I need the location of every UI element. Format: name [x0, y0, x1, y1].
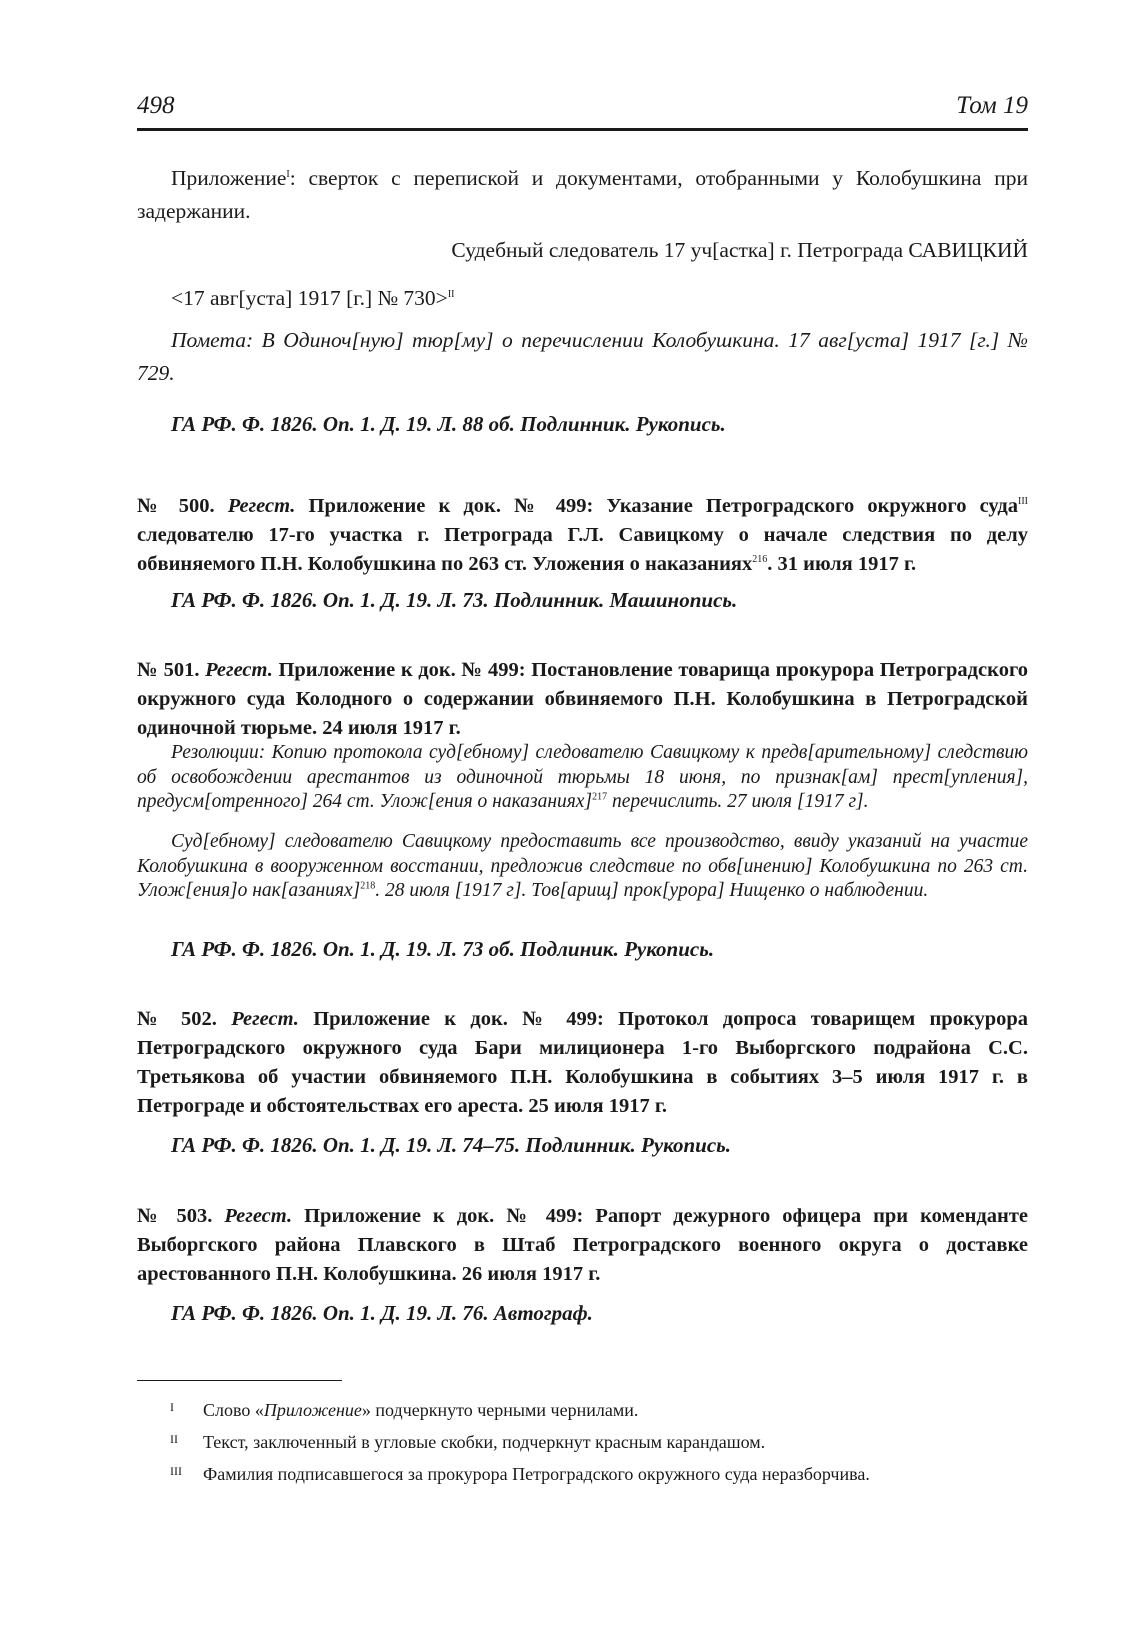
entry-number: № 503.: [137, 1205, 213, 1227]
appendix-paragraph: Приложение$^I$: сверток с перепиской и документами, отобранными у Колобушкина при задержании.: [137, 166, 1028, 223]
footnote-ref: I: [286, 168, 290, 180]
regest-label: Регест.: [205, 659, 273, 681]
volume-label: Том 19: [956, 92, 1028, 119]
footnote-mark: I: [170, 1400, 174, 1414]
regest-entry-502: № 502. Регест. Приложение к док. № 499: Протокол допроса товарищем прокурора Петроградского окружного суда Бари милиционера 1-го Выборгского подрайона С.С. Третьякова об участии обвиняемого П.Н. Колобушкина в событиях 3–5 июля 1917 г. в Петрограде и обстоятельствах его ареста. 25 июля 1917 г.: [137, 1008, 1028, 1117]
regest-label: Регест.: [227, 495, 296, 517]
document-page: 498 Том 19 Приложение$^I$: сверток с перепиской и документами, отобранными у Колобушкина при задержании. Судебный следователь 17 уч[астка] г. Петрограда САВИЦКИЙ <17 авг[уста] 1917 [г.] № 730>$^{II}$ Помета: В Одиноч[ную] тюр[му] о перечислении Колобушкина. 17 авг[уста] 1917 [г.] № 729. ГА РФ. Ф. 1826. Оп. 1. Д. 19. Л. 88 об. Подлинник. Рукопись. № 500. Регест. Приложение к док. № 499: Указание Петроградского окружного суда$^{III}$ следователю 17-го участка г. Петрограда Г.Л. Савицкому о начале следствия по делу обвиняемого П.Н. Колобушкина по 263 ст. Уложения о наказаниях$^{216}$. 31 июля 1917 г. ГА РФ. Ф. 1826. Оп. 1. Д. 19. Л. 73. Подлинник. Машинопись. № 501. Регест. Приложение к док. № 499: Постановление товарища прокурора Петроградского окружного суда Колодного о содержании обвиняемого П.Н. Колобушкина в Петроградской одиночной тюрьме. 24 июля 1917 г. Резолюции: Копию протокола суд[ебному] следователю Савицкому к предв[арительному] следствию об освобождении арестантов из одиночной тюрьмы 18 июня, по признак[ам] прест[упления], предусм[отренного] 264 ст. Улож[ения о наказаниях]$^{217}$ перечислить. 27 июля [1917 г]. Суд[ебному] следователю Савицкому предоставить все производство, ввиду указаний на участие Колобушкина в вооруженном восстании, предложив следствие по обв[инению] Колобушкина по 263 ст. Улож[ения]о нак[азаниях]$^{218}$. 28 июля [1917 г]. Тов[арищ] прок[урора] Нищенко о наблюдении. ГА РФ. Ф. 1826. Оп. 1. Д. 19. Л. 73 об. Подлиник. Рукопись. № 502. Регест. Приложение к док. № 499: Протокол допроса товарищем прокурора Петроградского окружного суда Бари милиционера 1-го Выборгского подрайона С.С. Третьякова об участии обвиняемого П.Н. Колобушкина в событиях 3–5 июля 1917 г. в Петрограде и обстоятельствах его ареста. 25 июля 1917 г. ГА РФ. Ф. 1826. Оп. 1. Д. 19. Л. 74–75. Подлинник. Рукопись. № 503. Регест. Приложение к док. № 499: Рапорт дежурного офицера при коменданте Выборгского района Плавского в Штаб Петроградского военного округа о доставке арестованного П.Н. Колобушкина. 26 июля 1917 г. ГА РФ. Ф. 1826. Оп. 1. Д. 19. Л. 76. Автограф. I Слово «Приложение» подчеркнуто черными чернилами. II Текст, заключенный в угловые скобки, подчеркнут красным карандашом. III Фамилия подписавшегося за прокурора Петроградского окружного суда неразборчива.: [0, 0, 1146, 1631]
archive-source: ГА РФ. Ф. 1826. Оп. 1. Д. 19. Л. 74–75. Подлинник. Рукопись.: [171, 1133, 732, 1157]
resolution-2: Суд[ебному] следователю Савицкому предоставить все производство, ввиду указаний на участие Колобушкина в вооруженном восстании, предложив следствие по обв[инению] Колобушкина по 263 ст. Улож[ения]о нак[азаниях]$^{218}$. 28 июля [1917 г]. Тов[арищ] прок[урора] Нищенко о наблюдении.: [137, 831, 1028, 901]
endnote-ref: 216: [752, 554, 768, 566]
footnote-ref: II: [447, 288, 455, 300]
footnote-divider: [137, 1380, 342, 1381]
running-header: [137, 92, 1028, 131]
note-paragraph: Помета: В Одиноч[ную] тюр[му] о перечислении Колобушкина. 17 авг[уста] 1917 [г.] № 729.: [137, 328, 1028, 385]
resolution-1: Резолюции: Копию протокола суд[ебному] следователю Савицкому к предв[арительному] следствию об освобождении арестантов из одиночной тюрьмы 18 июня, по признак[ам] прест[упления], предусм[отренного] 264 ст. Улож[ения о наказаниях]$^{217}$ перечислить. 27 июля [1917 г].: [137, 742, 1028, 812]
regest-label: Регест.: [224, 1205, 293, 1227]
endnote-ref: 218: [360, 880, 376, 892]
regest-label: Регест.: [231, 1008, 299, 1030]
archive-source: ГА РФ. Ф. 1826. Оп. 1. Д. 19. Л. 73 об. Подлиник. Рукопись.: [171, 937, 715, 961]
endnote-ref: 217: [592, 791, 608, 803]
footnote-ref: III: [1018, 496, 1029, 508]
entry-number: № 502.: [137, 1008, 217, 1030]
outgoing-number: <17 авг[уста] 1917 [г.] № 730>$^{II}$: [171, 286, 455, 310]
signature-line: Судебный следователь 17 уч[астка] г. Петрограда САВИЦКИЙ: [451, 238, 1028, 262]
regest-entry-501: № 501. Регест. Приложение к док. № 499: Постановление товарища прокурора Петроградского окружного суда Колодного о содержании обвиняемого П.Н. Колобушкина в Петроградской одиночной тюрьме. 24 июля 1917 г.: [137, 659, 1028, 739]
regest-entry-500: № 500. Регест. Приложение к док. № 499: Указание Петроградского окружного суда$^{III}$ следователю 17-го участка г. Петрограда Г.Л. Савицкому о начале следствия по делу обвиняемого П.Н. Колобушкина по 263 ст. Уложения о наказаниях$^{216}$. 31 июля 1917 г.: [137, 495, 1029, 575]
footnote-mark: III: [170, 1464, 182, 1478]
archive-source: ГА РФ. Ф. 1826. Оп. 1. Д. 19. Л. 88 об. Подлинник. Рукопись.: [171, 412, 726, 436]
entry-number: № 500.: [137, 495, 215, 517]
footnote-mark: II: [170, 1432, 178, 1446]
regest-entry-503: № 503. Регест. Приложение к док. № 499: Рапорт дежурного офицера при коменданте Выборгского района Плавского в Штаб Петроградского военного округа о доставке арестованного П.Н. Колобушкина. 26 июля 1917 г.: [137, 1205, 1028, 1285]
page-number: 498: [137, 92, 175, 119]
archive-source: ГА РФ. Ф. 1826. Оп. 1. Д. 19. Л. 73. Подлинник. Машинопись.: [171, 588, 738, 612]
archive-source: ГА РФ. Ф. 1826. Оп. 1. Д. 19. Л. 76. Автограф.: [171, 1301, 593, 1325]
entry-number: № 501.: [137, 659, 200, 681]
